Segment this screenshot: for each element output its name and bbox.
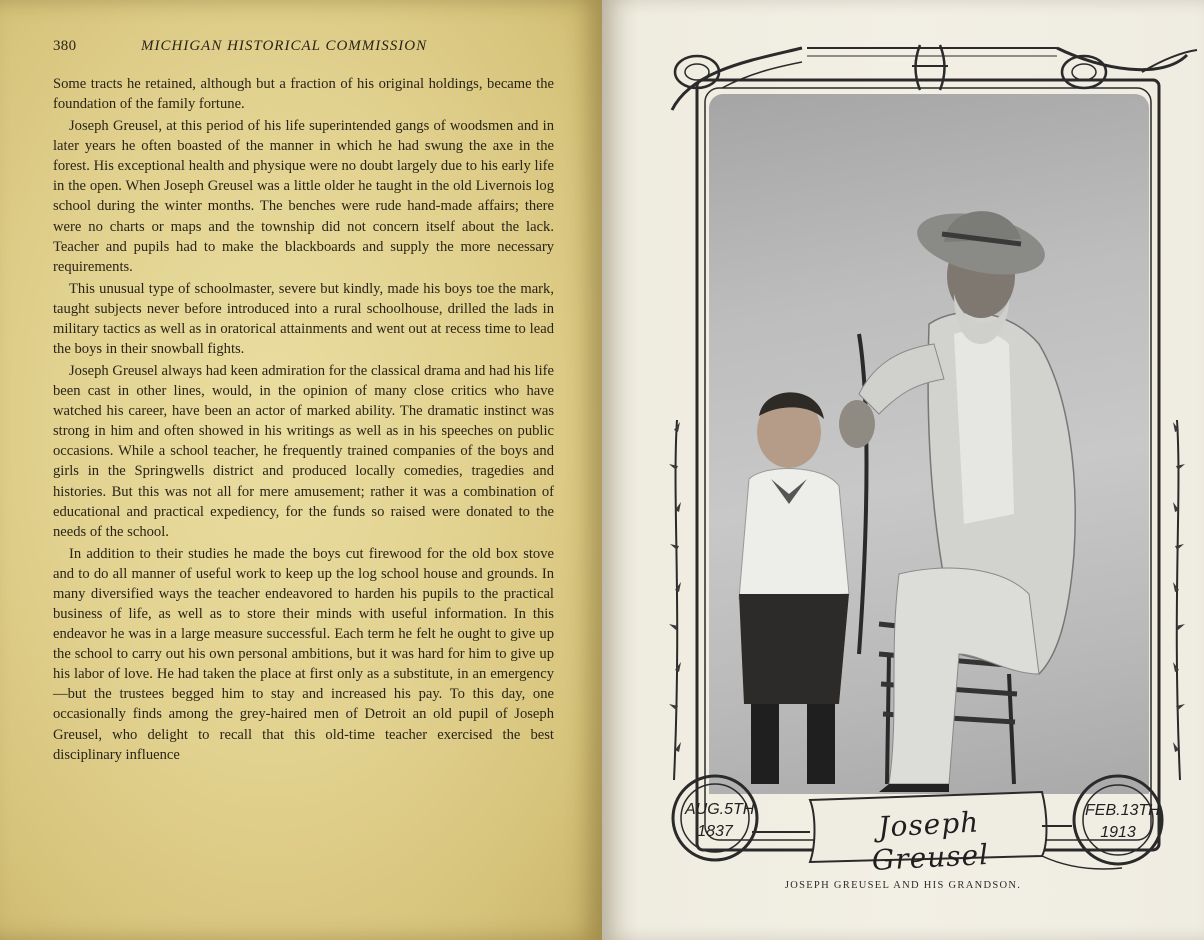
birth-date-year: 1837 [697,823,733,840]
paragraph: Joseph Greusel always had keen admiration for the classical drama and had his life been cast in other lines, would, in the opinion of many close critics who have watched his career, have been an actor of marked ability. The dramatic instinct was strong in him and often showed in his writings as well as in his speeches on public occasions. While a school teacher, he frequently trained companies of the boys and girls in the Springwells district and produced locally comedies, tragedies and histories. But this was not all for mere amusement; rather it was a combination of educational and practical expediency, for the funds so raised were donated to the needs of the school. [53,362,554,540]
right-page [602,0,1204,940]
running-head-title: MICHIGAN HISTORICAL COMMISSION [141,38,428,54]
signature: Joseph Greusel [871,805,990,878]
paragraph: This unusual type of schoolmaster, severe but kindly, made his boys toe the mark, taught subjects never before introduced into a rural schoolhouse, drilled the lads in military tactics as well as in oratorical attainments and went out at recess time to lead the boys in their snowball fights. [53,280,554,357]
paragraph: Joseph Greusel, at this period of his life superintended gangs of woodsmen and in later years he often boasted of the manner in which he had swung the axe in the forest. His exceptional health and physique were no doubt largely due to his early life in the open. When Joseph Greusel was a little older he taught in the old Livernois log school during the winter months. The benches were rude hand-made affairs; there were no charts or maps and the township did not concern itself about the lack. Teacher and pupils had to make the blackboards and supply the more necessary requirements. [53,118,554,275]
body-text [53,74,554,767]
death-date-day: FEB.13TH [1085,802,1160,819]
death-date-year: 1913 [1100,824,1136,841]
page-number: 380 [53,38,77,54]
photo-caption: JOSEPH GREUSEL AND HIS GRANDSON. [784,880,1022,891]
paragraph: In addition to their studies he made the boys cut firewood for the old box stove and to do all manner of useful work to keep up the log school house and grounds. In many diversified ways the teacher endeavored to harden his pupils to the practical business of life, as well as to store their minds with useful information. In this endeavor he was in a large measure successful. Each term he felt he ought to give up the school to carry out his own personal ambitions, but it was hard for him to give up his labor of love. He had taken the place at first only as a substitute, in an emergency—but the trustees begged him to stay and increased his pay. To this day, one occasionally finds among the grey-haired men of Detroit an old pupil of Joseph Greusel, who delight to recall that this old-time teacher exercised the best disciplinary influence [53,545,554,763]
paragraph: Some tracts he retained, although but a fraction of his original holdings, became the foundation of the family fortune. [53,76,554,113]
death-date [1085,800,1160,844]
running-head [53,38,563,58]
birth-date [685,799,755,843]
birth-date-day: AUG.5TH [685,801,755,818]
